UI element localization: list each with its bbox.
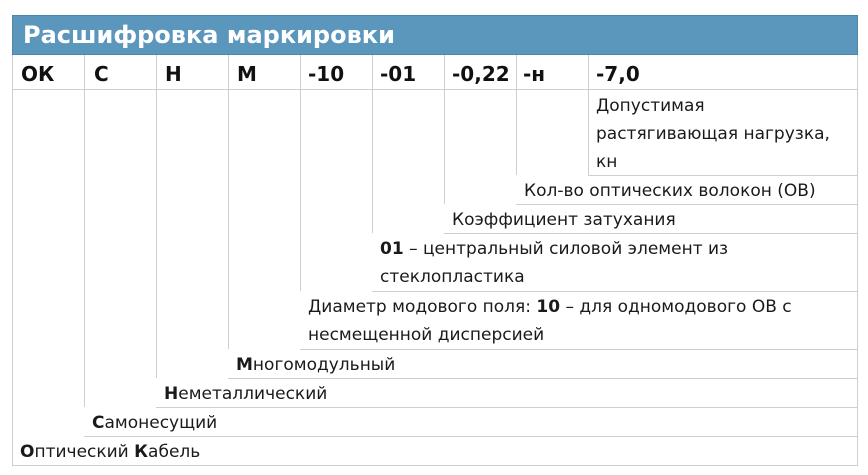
code-s: С [94,62,109,86]
desc-diameter-bold: 10 [536,297,561,317]
grid-line [12,89,858,90]
desc-multimodule-bold: М [236,355,253,375]
marking-code-row [12,55,858,89]
desc-strength-bold: 01 [380,239,404,259]
desc-self-bold: С [92,413,105,433]
desc-optic-text: птический [34,442,135,462]
grid-line [228,55,229,349]
desc-multimodule-text: ногомодульный [252,355,396,375]
code-ok: ОК [21,62,55,86]
grid-line [156,55,157,378]
grid-line [372,55,373,233]
code-m: М [237,62,257,86]
grid-line [12,55,13,465]
grid-line [300,55,301,291]
desc-nonmetallic-text: еметаллический [178,384,328,404]
grid-line [372,291,858,292]
desc-tensile-line3: кн [596,152,618,172]
code-022: -0,22 [452,62,510,86]
grid-line [588,55,589,175]
desc-diameter-rest: – для одномодового ОВ с [560,297,792,317]
desc-attenuation [452,206,676,234]
desc-strength-member [380,235,728,291]
page-title: Расшифровка маркировки [23,21,395,49]
desc-optical-cable [20,438,200,466]
code-10: -10 [308,62,345,86]
title-bar [12,15,858,55]
grid-line [516,55,517,175]
grid-line [300,349,858,350]
desc-cable-text: абель [148,442,201,462]
desc-tensile-line2: растягивающая нагрузка, [596,124,830,144]
grid-line [84,55,85,407]
desc-strength-line2: стеклопластика [380,267,525,287]
code-7-0: -7,0 [596,62,640,86]
desc-tensile-line1: Допустимая [596,96,705,116]
code-n-lower: -н [523,62,546,86]
desc-attenuation-text: Коэффициент затухания [452,210,676,230]
desc-optic-bold: О [20,442,35,462]
grid-line [857,55,858,465]
code-n: Н [165,62,182,86]
desc-diameter-text: Диаметр модового поля: [308,297,537,317]
desc-self-supporting [92,409,217,437]
desc-cable-bold: К [134,442,149,462]
desc-diameter-line2: несмещенной дисперсией [308,325,545,345]
grid-line [444,55,445,204]
code-01: -01 [380,62,417,86]
desc-strength-text: – центральный силовой элемент из [403,239,729,259]
desc-fiber-count [524,177,816,205]
desc-self-text: амонесущий [104,413,218,433]
desc-nonmetallic-bold: Н [164,384,179,404]
desc-multimodule [236,351,395,379]
desc-mode-diameter [308,293,792,349]
desc-nonmetallic [164,380,327,408]
desc-fiber-count-text: Кол-во оптических волокон (ОВ) [524,181,816,201]
desc-tensile-load [596,92,830,176]
